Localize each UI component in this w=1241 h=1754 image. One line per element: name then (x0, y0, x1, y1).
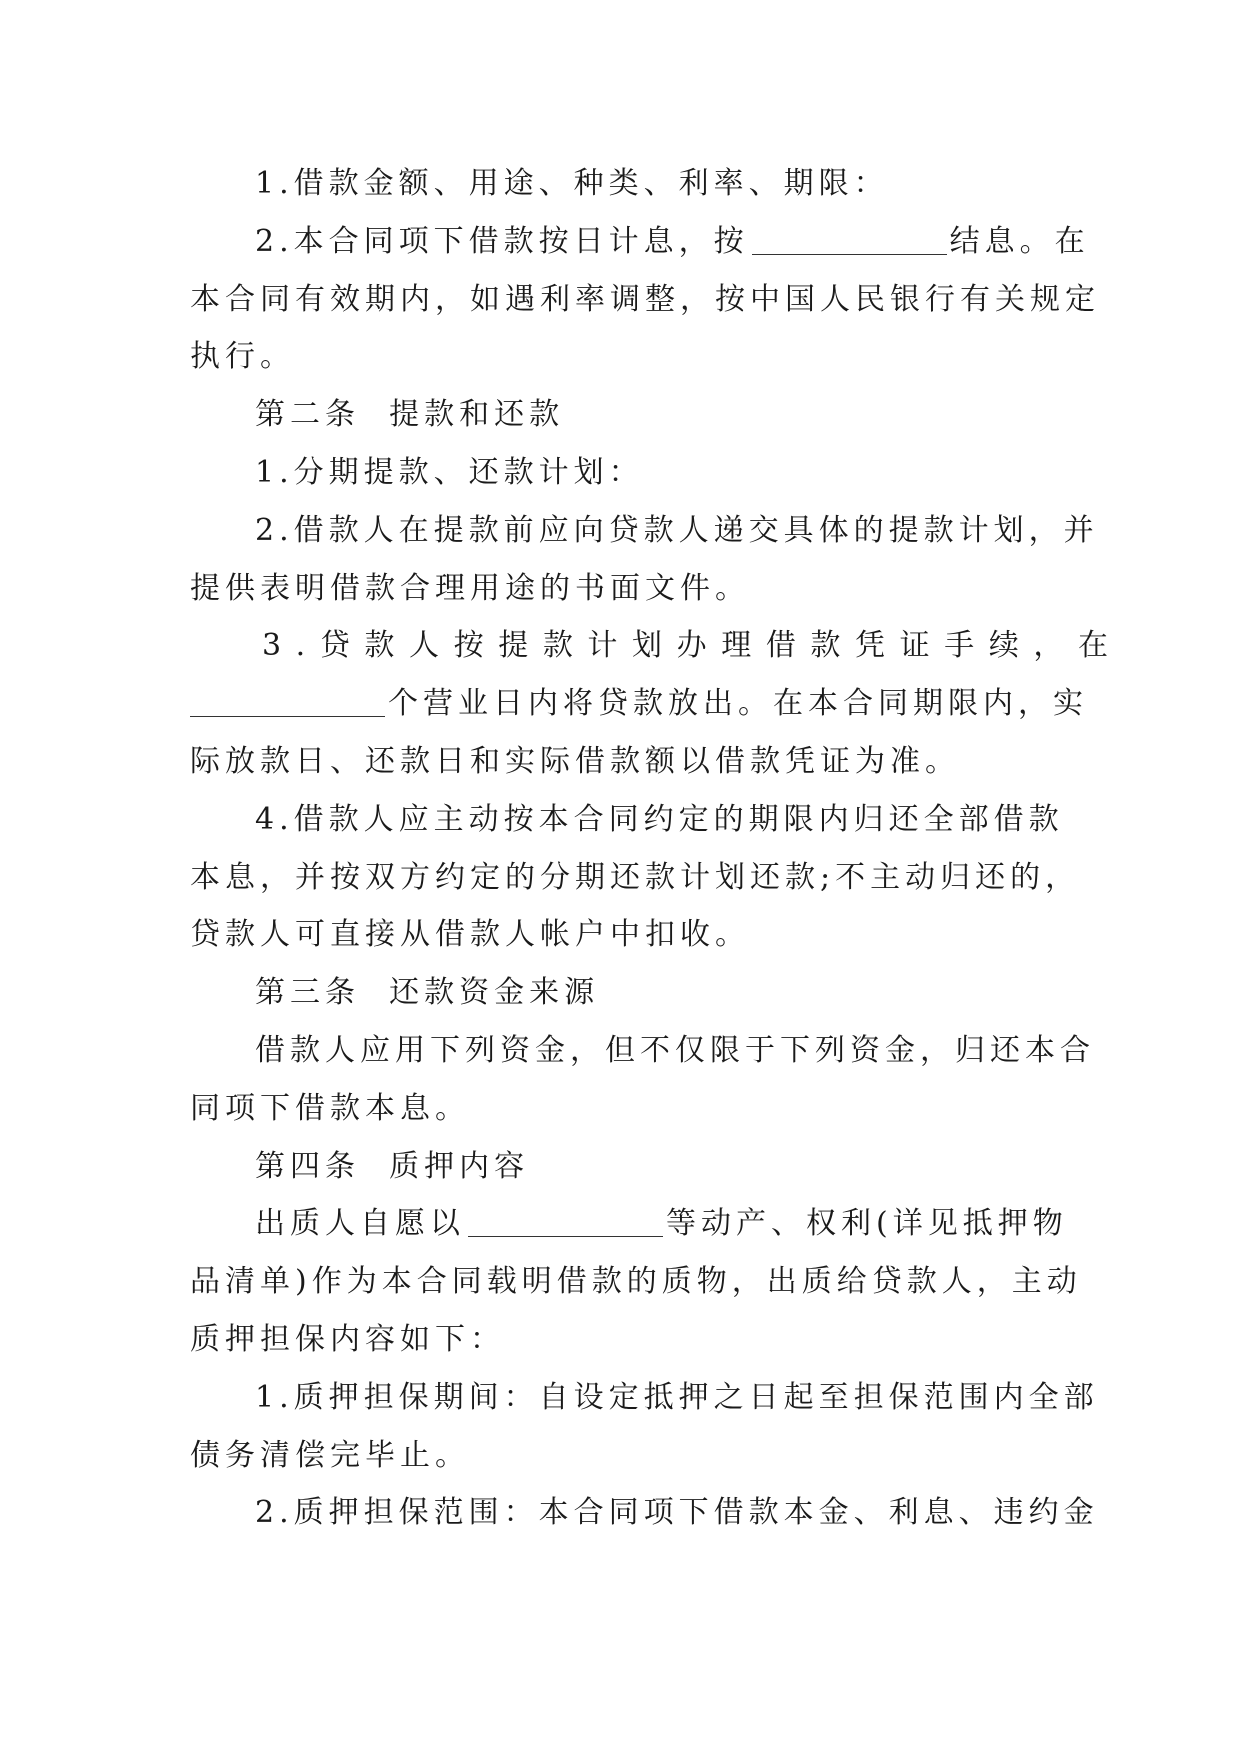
text-segment: 个营业日内将贷款放出。在本合同期限内，实 (388, 686, 1088, 722)
paragraph-line: 1.借款金额、用途、种类、利率、期限： (255, 166, 889, 201)
paragraph-line: 本合同有效期内，如遇利率调整，按中国人民银行有关规定 (190, 281, 1100, 317)
paragraph-line: 执行。 (190, 339, 295, 375)
paragraph-line (190, 675, 1088, 733)
paragraph-line: 2.质押担保范围：本合同项下借款本金、利息、违约金 (255, 1495, 1099, 1531)
paragraph-line: 际放款日、还款日和实际借款额以借款凭证为准。 (190, 743, 960, 779)
paragraph-line: 2.借款人在提款前应向贷款人递交具体的提款计划，并 (255, 512, 1099, 548)
section-heading: 第三条 还款资金来源 (255, 975, 600, 1011)
paragraph-line: 本息，并按双方约定的分期还款计划还款;不主动归还的， (190, 859, 1081, 895)
text-segment: 结息。在 (949, 223, 1090, 259)
paragraph-line (190, 213, 1090, 271)
paragraph-line: 1.质押担保期间：自设定抵押之日起至担保范围内全部 (255, 1379, 1099, 1415)
text-segment: 出质人自愿以 (255, 1206, 465, 1242)
blank-underline (190, 686, 385, 717)
paragraph-line: 借款人应用下列资金，但不仅限于下列资金，归还本合 (255, 1032, 1095, 1068)
section-heading: 第二条 提款和还款 (255, 397, 565, 433)
paragraph-line: 提供表明借款合理用途的书面文件。 (190, 570, 750, 606)
paragraph-line (190, 1195, 1068, 1253)
text-segment: 2.本合同项下借款按日计息，按 (255, 223, 749, 259)
paragraph-line: 同项下借款本息。 (190, 1090, 470, 1126)
section-heading: 第四条 质押内容 (255, 1148, 530, 1184)
paragraph-line: 质押担保内容如下： (190, 1321, 505, 1357)
paragraph-line: 品清单)作为本合同载明借款的质物，出质给贷款人，主动 (190, 1264, 1082, 1300)
paragraph-line: 1.分期提款、还款计划： (255, 454, 644, 490)
paragraph-line: 贷款人可直接从借款人帐户中扣收。 (190, 917, 750, 953)
paragraph-line: 4.借款人应主动按本合同约定的期限内归还全部借款 (255, 801, 1064, 837)
document-page (190, 155, 1123, 1542)
text-segment: 等动产、权利(详见抵押物 (666, 1206, 1068, 1242)
blank-underline (752, 224, 947, 255)
blank-underline (468, 1206, 663, 1237)
paragraph-line: 债务清偿完毕止。 (190, 1437, 470, 1473)
paragraph-line: 3.贷款人按提款计划办理借款凭证手续，在 (262, 628, 1123, 664)
